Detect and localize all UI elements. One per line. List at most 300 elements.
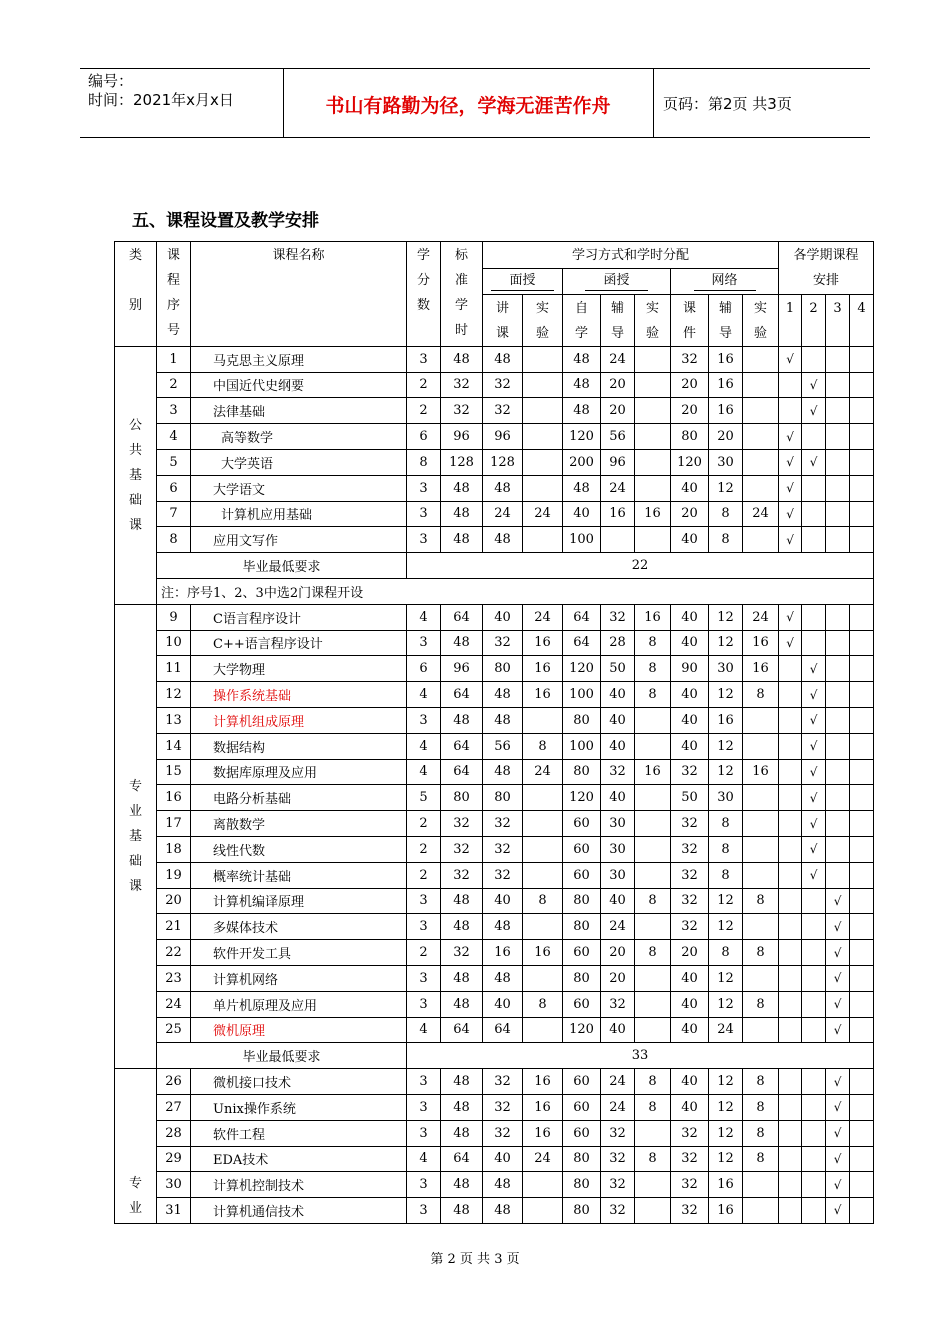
seq-cell: 3 [157, 398, 191, 424]
seq-cell: 19 [157, 862, 191, 888]
semester-check-cell [826, 707, 850, 733]
hours-cell: 48 [441, 1120, 483, 1146]
hours-cell: 32 [441, 398, 483, 424]
semester-check-cell [826, 682, 850, 708]
tutoring-cell: 32 [601, 1146, 635, 1172]
col-header-semester: 各学期课程 安排 [779, 242, 874, 295]
semester-check-cell: √ [826, 914, 850, 940]
self-study-cell: 80 [563, 707, 601, 733]
min-requirement-row [115, 1043, 874, 1069]
course-name-cell: 线性代数 [191, 836, 407, 862]
semester-check-cell: √ [802, 449, 826, 475]
lab-cell [635, 372, 671, 398]
seq-cell: 20 [157, 888, 191, 914]
hours-cell: 64 [441, 604, 483, 630]
seq-cell: 8 [157, 527, 191, 553]
semester-check-cell [850, 501, 874, 527]
lab-cell: 16 [635, 501, 671, 527]
semester-check-cell [779, 1120, 802, 1146]
semester-check-cell [850, 656, 874, 682]
self-study-cell: 64 [563, 630, 601, 656]
lab-cell [635, 424, 671, 450]
tutoring-cell: 24 [709, 1017, 743, 1043]
semester-check-cell: √ [802, 656, 826, 682]
self-study-cell: 40 [563, 501, 601, 527]
lab-cell: 16 [523, 630, 563, 656]
semester-check-cell: √ [826, 1017, 850, 1043]
table-row [115, 785, 874, 811]
course-name-cell: 大学物理 [191, 656, 407, 682]
category-cell: 专 业 基 础 课 [115, 604, 157, 1068]
lab-cell [635, 1120, 671, 1146]
semester-check-cell [779, 682, 802, 708]
lecture-cell: 48 [483, 346, 523, 372]
semester-check-cell: √ [826, 888, 850, 914]
lab-cell [523, 785, 563, 811]
seq-cell: 5 [157, 449, 191, 475]
hours-cell: 32 [441, 372, 483, 398]
lecture-cell: 64 [483, 1017, 523, 1043]
lecture-cell: 40 [483, 604, 523, 630]
semester-check-cell [779, 965, 802, 991]
course-name-cell: 电路分析基础 [191, 785, 407, 811]
lecture-cell: 40 [483, 888, 523, 914]
lecture-cell: 56 [483, 733, 523, 759]
page-footer: 第 2 页 共 3 页 [430, 1252, 520, 1267]
semester-check-cell: √ [779, 630, 802, 656]
lab-cell: 16 [523, 940, 563, 966]
semester-check-cell [826, 424, 850, 450]
courseware-cell: 40 [671, 707, 709, 733]
col-header-face-label: 面授 [491, 272, 553, 291]
semester-check-cell [850, 965, 874, 991]
semester-check-cell [802, 991, 826, 1017]
courseware-cell: 40 [671, 527, 709, 553]
credits-cell: 3 [407, 1069, 441, 1095]
semester-check-cell [826, 372, 850, 398]
semester-check-cell: √ [802, 785, 826, 811]
courseware-cell: 32 [671, 346, 709, 372]
courseware-cell: 32 [671, 1172, 709, 1198]
lab-cell [635, 449, 671, 475]
lab-cell [635, 785, 671, 811]
hours-cell: 64 [441, 1146, 483, 1172]
course-name-cell: Unix操作系统 [191, 1094, 407, 1120]
lab-cell [523, 475, 563, 501]
credits-cell: 2 [407, 811, 441, 837]
semester-check-cell: √ [779, 501, 802, 527]
course-name-cell: 大学英语 [191, 449, 407, 475]
col-header-face [483, 269, 563, 295]
semester-check-cell: √ [779, 449, 802, 475]
seq-cell: 2 [157, 372, 191, 398]
col-header-corr-label: 函授 [585, 272, 647, 291]
table-row [115, 630, 874, 656]
lecture-cell: 40 [483, 991, 523, 1017]
course-name-cell: 离散数学 [191, 811, 407, 837]
courseware-cell: 40 [671, 733, 709, 759]
semester-check-cell [850, 940, 874, 966]
credits-cell: 8 [407, 449, 441, 475]
col-header-credits: 学 分 数 [407, 242, 441, 347]
lab-cell [523, 707, 563, 733]
semester-check-cell [802, 1198, 826, 1224]
col-header-category: 类 别 [115, 242, 157, 347]
seq-cell: 27 [157, 1094, 191, 1120]
tutoring-cell: 56 [601, 424, 635, 450]
tutoring-cell: 12 [709, 630, 743, 656]
semester-check-cell [802, 1172, 826, 1198]
lab-cell: 8 [743, 682, 779, 708]
lab-cell [635, 811, 671, 837]
tutoring-cell: 32 [601, 1172, 635, 1198]
lab-cell: 8 [523, 733, 563, 759]
lab-cell [523, 398, 563, 424]
col-header-seq: 课 程 序 号 [157, 242, 191, 347]
semester-check-cell [826, 630, 850, 656]
lab-cell: 8 [635, 940, 671, 966]
col-header-lecture: 讲 课 [483, 294, 523, 346]
lab-cell [635, 862, 671, 888]
semester-check-cell [850, 1198, 874, 1224]
lab-cell [635, 475, 671, 501]
semester-check-cell: √ [779, 346, 802, 372]
credits-cell: 3 [407, 914, 441, 940]
table-row [115, 372, 874, 398]
semester-check-cell: √ [826, 1069, 850, 1095]
tutoring-cell: 12 [709, 888, 743, 914]
semester-check-cell [779, 940, 802, 966]
course-name-cell: 高等数学 [191, 424, 407, 450]
section-title: 五、课程设置及教学安排 [132, 211, 319, 231]
lab-cell: 24 [523, 759, 563, 785]
courseware-cell: 32 [671, 888, 709, 914]
tutoring-cell: 16 [709, 398, 743, 424]
tutoring-cell: 20 [601, 940, 635, 966]
course-name-cell: 数据结构 [191, 733, 407, 759]
lab-cell [523, 424, 563, 450]
course-name-cell: 法律基础 [191, 398, 407, 424]
col-header-tutor2: 辅 导 [709, 294, 743, 346]
hours-cell: 80 [441, 785, 483, 811]
lecture-cell: 40 [483, 1146, 523, 1172]
table-row [115, 656, 874, 682]
tutoring-cell: 16 [601, 501, 635, 527]
table-row [115, 424, 874, 450]
col-header-semester-s1: 1 [779, 294, 802, 346]
course-name-cell: 计算机通信技术 [191, 1198, 407, 1224]
courseware-cell: 32 [671, 811, 709, 837]
lecture-cell: 32 [483, 372, 523, 398]
col-header-self: 自 学 [563, 294, 601, 346]
tutoring-cell: 40 [601, 888, 635, 914]
hours-cell: 48 [441, 501, 483, 527]
hours-cell: 48 [441, 914, 483, 940]
semester-check-cell: √ [802, 398, 826, 424]
semester-check-cell [779, 656, 802, 682]
credits-cell: 2 [407, 398, 441, 424]
lab-cell [635, 398, 671, 424]
semester-check-cell [850, 682, 874, 708]
hours-cell: 64 [441, 682, 483, 708]
tutoring-cell: 16 [709, 1198, 743, 1224]
self-study-cell: 80 [563, 914, 601, 940]
tutoring-cell: 12 [709, 682, 743, 708]
semester-check-cell [802, 888, 826, 914]
table-row [115, 1146, 874, 1172]
credits-cell: 4 [407, 759, 441, 785]
semester-check-cell [850, 914, 874, 940]
tutoring-cell: 20 [601, 965, 635, 991]
tutoring-cell: 30 [709, 656, 743, 682]
semester-check-cell [850, 733, 874, 759]
tutoring-cell: 40 [601, 1017, 635, 1043]
courseware-cell: 32 [671, 862, 709, 888]
seq-cell: 4 [157, 424, 191, 450]
note-row [115, 578, 874, 604]
credits-cell: 3 [407, 707, 441, 733]
seq-cell: 14 [157, 733, 191, 759]
seq-cell: 1 [157, 346, 191, 372]
courseware-cell: 40 [671, 682, 709, 708]
semester-check-cell [779, 836, 802, 862]
lab-cell: 8 [743, 1094, 779, 1120]
lecture-cell: 48 [483, 707, 523, 733]
credits-cell: 3 [407, 475, 441, 501]
lab-cell [743, 346, 779, 372]
table-row [115, 940, 874, 966]
seq-cell: 12 [157, 682, 191, 708]
self-study-cell: 48 [563, 475, 601, 501]
semester-check-cell: √ [826, 1198, 850, 1224]
header-time: 时间：2021年x月x日 [88, 91, 234, 109]
semester-check-cell [850, 1017, 874, 1043]
lecture-cell: 96 [483, 424, 523, 450]
semester-check-cell [850, 346, 874, 372]
semester-check-cell [779, 914, 802, 940]
course-name-cell: 概率统计基础 [191, 862, 407, 888]
semester-check-cell [802, 1094, 826, 1120]
lab-cell [635, 346, 671, 372]
semester-check-cell [850, 372, 874, 398]
semester-check-cell [802, 1146, 826, 1172]
lab-cell: 24 [523, 1146, 563, 1172]
seq-cell: 24 [157, 991, 191, 1017]
seq-cell: 31 [157, 1198, 191, 1224]
table-row [115, 449, 874, 475]
hours-cell: 96 [441, 424, 483, 450]
hours-cell: 32 [441, 811, 483, 837]
courseware-cell: 40 [671, 630, 709, 656]
semester-check-cell [850, 836, 874, 862]
tutoring-cell: 24 [601, 914, 635, 940]
hours-cell: 48 [441, 1198, 483, 1224]
table-row [115, 1017, 874, 1043]
tutoring-cell: 96 [601, 449, 635, 475]
semester-check-cell [850, 1094, 874, 1120]
lecture-cell: 48 [483, 914, 523, 940]
semester-check-cell: √ [779, 527, 802, 553]
semester-check-cell: √ [802, 682, 826, 708]
lab-cell [743, 965, 779, 991]
tutoring-cell: 12 [709, 759, 743, 785]
lab-cell [635, 836, 671, 862]
lab-cell: 8 [635, 888, 671, 914]
lab-cell [743, 398, 779, 424]
courseware-cell: 40 [671, 965, 709, 991]
header-page-number: 页码：第2页 共3页 [663, 95, 792, 113]
tutoring-cell: 12 [709, 733, 743, 759]
self-study-cell: 64 [563, 604, 601, 630]
course-name-cell: EDA技术 [191, 1146, 407, 1172]
table-row [115, 1069, 874, 1095]
self-study-cell: 120 [563, 656, 601, 682]
table-row [115, 527, 874, 553]
credits-cell: 2 [407, 372, 441, 398]
course-name-cell: 计算机网络 [191, 965, 407, 991]
table-row [115, 733, 874, 759]
table-row [115, 346, 874, 372]
seq-cell: 21 [157, 914, 191, 940]
semester-check-cell: √ [802, 811, 826, 837]
tutoring-cell: 8 [709, 940, 743, 966]
semester-check-cell [826, 501, 850, 527]
courseware-cell: 90 [671, 656, 709, 682]
course-name-cell: 操作系统基础 [191, 682, 407, 708]
self-study-cell: 60 [563, 1094, 601, 1120]
col-header-exp3: 实 验 [743, 294, 779, 346]
semester-check-cell [779, 888, 802, 914]
credits-cell: 3 [407, 1120, 441, 1146]
tutoring-cell: 12 [709, 1120, 743, 1146]
hours-cell: 32 [441, 836, 483, 862]
course-table [114, 241, 874, 1224]
semester-check-cell: √ [826, 991, 850, 1017]
seq-cell: 15 [157, 759, 191, 785]
courseware-cell: 32 [671, 1120, 709, 1146]
lab-cell: 24 [743, 501, 779, 527]
credits-cell: 3 [407, 346, 441, 372]
semester-check-cell [779, 991, 802, 1017]
lab-cell [635, 914, 671, 940]
seq-cell: 17 [157, 811, 191, 837]
semester-check-cell [779, 862, 802, 888]
lecture-cell: 48 [483, 475, 523, 501]
semester-check-cell: √ [802, 759, 826, 785]
course-name-cell: 大学语文 [191, 475, 407, 501]
note-cell: 注：序号1、2、3中选2门课程开设 [157, 578, 874, 604]
semester-check-cell [802, 527, 826, 553]
tutoring-cell: 16 [709, 707, 743, 733]
lab-cell [635, 1172, 671, 1198]
seq-cell: 28 [157, 1120, 191, 1146]
semester-check-cell [850, 1146, 874, 1172]
semester-check-cell [850, 1172, 874, 1198]
self-study-cell: 120 [563, 1017, 601, 1043]
tutoring-cell: 24 [601, 475, 635, 501]
courseware-cell: 40 [671, 1069, 709, 1095]
seq-cell: 18 [157, 836, 191, 862]
col-header-semester-s3: 3 [826, 294, 850, 346]
semester-check-cell [850, 527, 874, 553]
lab-cell [743, 475, 779, 501]
col-header-net [671, 269, 779, 295]
self-study-cell: 60 [563, 991, 601, 1017]
tutoring-cell: 50 [601, 656, 635, 682]
semester-check-cell [779, 707, 802, 733]
lecture-cell: 32 [483, 1094, 523, 1120]
semester-check-cell [826, 862, 850, 888]
hours-cell: 64 [441, 759, 483, 785]
semester-check-cell [850, 1069, 874, 1095]
courseware-cell: 40 [671, 604, 709, 630]
lab-cell [523, 1017, 563, 1043]
hours-cell: 32 [441, 940, 483, 966]
semester-check-cell [779, 811, 802, 837]
lecture-cell: 128 [483, 449, 523, 475]
course-name-cell: 软件开发工具 [191, 940, 407, 966]
semester-check-cell [826, 527, 850, 553]
courseware-cell: 20 [671, 372, 709, 398]
course-name-cell: 应用文写作 [191, 527, 407, 553]
semester-check-cell [850, 707, 874, 733]
lab-cell [743, 785, 779, 811]
self-study-cell: 80 [563, 888, 601, 914]
self-study-cell: 80 [563, 759, 601, 785]
semester-check-cell [826, 785, 850, 811]
credits-cell: 3 [407, 630, 441, 656]
semester-check-cell [802, 1069, 826, 1095]
col-header-name: 课程名称 [191, 242, 407, 347]
semester-check-cell [826, 346, 850, 372]
hours-cell: 32 [441, 862, 483, 888]
col-header-corr [563, 269, 671, 295]
lecture-cell: 32 [483, 630, 523, 656]
lab-cell [523, 1198, 563, 1224]
table-row [115, 707, 874, 733]
header-row [115, 242, 874, 269]
credits-cell: 4 [407, 733, 441, 759]
semester-check-cell: √ [779, 475, 802, 501]
credits-cell: 3 [407, 1094, 441, 1120]
semester-check-cell [802, 914, 826, 940]
lecture-cell: 32 [483, 811, 523, 837]
seq-cell: 9 [157, 604, 191, 630]
lab-cell [743, 914, 779, 940]
credits-cell: 4 [407, 604, 441, 630]
tutoring-cell: 30 [601, 836, 635, 862]
tutoring-cell: 30 [601, 862, 635, 888]
lab-cell: 16 [743, 630, 779, 656]
seq-cell: 25 [157, 1017, 191, 1043]
lecture-cell: 24 [483, 501, 523, 527]
course-name-cell: 计算机组成原理 [191, 707, 407, 733]
tutoring-cell: 12 [709, 965, 743, 991]
tutoring-cell: 8 [709, 811, 743, 837]
self-study-cell: 60 [563, 940, 601, 966]
tutoring-cell: 40 [601, 707, 635, 733]
lecture-cell: 32 [483, 398, 523, 424]
courseware-cell: 80 [671, 424, 709, 450]
credits-cell: 2 [407, 862, 441, 888]
self-study-cell: 80 [563, 1146, 601, 1172]
lab-cell: 16 [743, 656, 779, 682]
lab-cell: 16 [523, 682, 563, 708]
lab-cell [523, 346, 563, 372]
hours-cell: 48 [441, 1094, 483, 1120]
semester-check-cell [850, 862, 874, 888]
tutoring-cell: 24 [601, 1069, 635, 1095]
